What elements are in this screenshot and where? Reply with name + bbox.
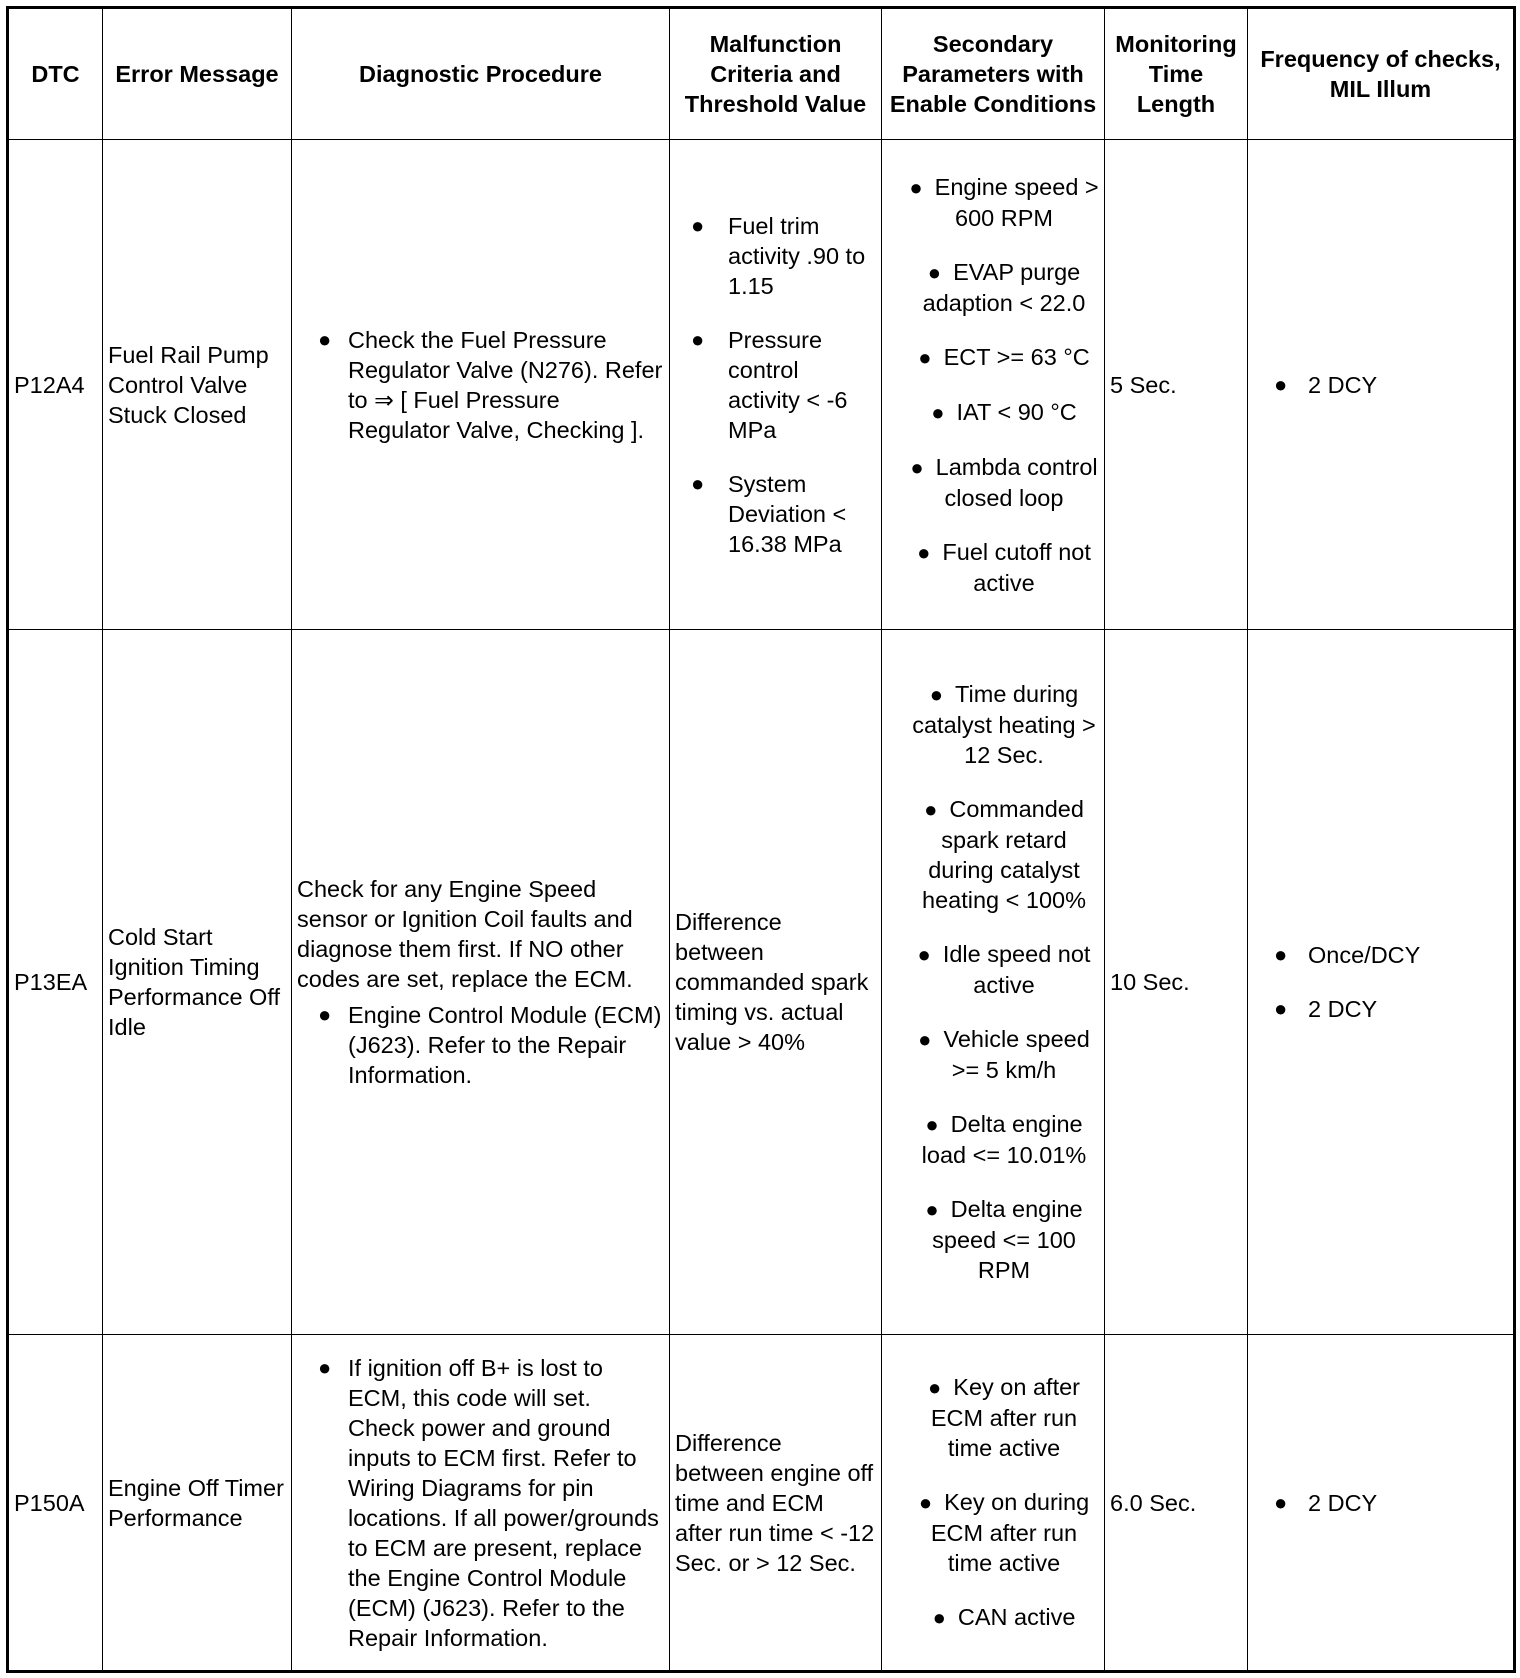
secondary-parameter-item: ● Key on after ECM after run time active	[927, 1374, 1080, 1461]
bullet-icon: ●	[917, 942, 931, 967]
bullet-icon: ●	[1274, 942, 1288, 967]
bullet-icon: ●	[1274, 996, 1288, 1021]
secondary-parameter-item: ● Fuel cutoff not active	[917, 538, 1091, 596]
diagnostic-intro: Check for any Engine Speed sensor or Ignition Coil faults and diagnose them first. If NO other codes are set, replace the ECM.	[297, 876, 633, 992]
malfunction-bullet: ● Fuel trim activity .90 to 1.15	[691, 212, 866, 299]
frequency-item: ● Once/DCY	[1274, 942, 1421, 968]
diagnostic-procedure	[292, 630, 670, 1335]
header-row	[8, 8, 1515, 140]
header-secondary-parameters: Secondary Parameters with Enable Conditions	[882, 8, 1105, 140]
error-message: Cold Start Ignition Timing Performance Off Idle	[103, 630, 292, 1335]
frequency	[1248, 140, 1515, 630]
secondary-parameter-item: ● Engine speed > 600 RPM	[909, 173, 1099, 231]
header-error-message: Error Message	[103, 8, 292, 140]
secondary-parameter-item: ● Idle speed not active	[917, 941, 1091, 998]
malfunction-criteria: Difference between engine off time and ECM after run time < -12 Sec. or > 12 Sec.	[670, 1335, 882, 1672]
secondary-parameter-item: ● CAN active	[887, 1602, 1099, 1633]
header-monitoring-time: Monitoring Time Length	[1105, 8, 1248, 140]
bullet-icon: ●	[910, 454, 924, 480]
error-message: Engine Off Timer Performance	[103, 1335, 292, 1672]
malfunction-criteria	[670, 140, 882, 630]
diagnostic-bullet: ● If ignition off B+ is lost to ECM, this code will set. Check power and ground inputs to ECM first. Refer to Wiring Diagrams for pin locations. If all power/grounds to ECM are present, replace the Engine Control Module (ECM) (J623). Refer to the Repair Information.	[318, 1354, 659, 1651]
bullet-icon: ●	[918, 344, 932, 370]
malfunction-bullet: ● System Deviation < 16.38 MPa	[691, 470, 847, 557]
bullet-icon: ●	[1274, 371, 1288, 397]
bullet-icon: ●	[927, 259, 942, 285]
dtc-table	[6, 6, 1516, 1673]
secondary-parameter-item: ● Time during catalyst heating > 12 Sec.	[912, 681, 1096, 768]
bullet-icon: ●	[318, 1002, 332, 1027]
error-message: Fuel Rail Pump Control Valve Stuck Closed	[103, 140, 292, 630]
secondary-parameter-item: ● ECT >= 63 °C	[887, 342, 1099, 373]
bullet-icon: ●	[909, 174, 923, 200]
table-row	[8, 630, 1515, 1335]
frequency	[1248, 1335, 1515, 1672]
monitoring-time: 6.0 Sec.	[1105, 1335, 1248, 1672]
secondary-parameter-item: ● EVAP purge adaption < 22.0	[922, 258, 1086, 316]
secondary-parameter-item: ● Delta engine speed <= 100 RPM	[925, 1196, 1083, 1283]
header-diagnostic-procedure: Diagnostic Procedure	[292, 8, 670, 140]
malfunction-bullet: ● Pressure control activity < -6 MPa	[691, 326, 848, 443]
secondary-parameter-item: ● Delta engine load <= 10.01%	[921, 1111, 1087, 1168]
frequency-item: ● 2 DCY	[1274, 371, 1378, 398]
secondary-parameters	[882, 140, 1105, 630]
bullet-icon: ●	[918, 1027, 932, 1052]
frequency-item: ● 2 DCY	[1274, 1489, 1378, 1516]
dtc-code: P12A4	[8, 140, 103, 630]
header-frequency: Frequency of checks, MIL Illum	[1248, 8, 1515, 140]
bullet-icon: ●	[917, 539, 931, 565]
table-row	[8, 1335, 1515, 1672]
frequency-item: ● 2 DCY	[1274, 996, 1378, 1022]
diagnostic-procedure	[292, 140, 670, 630]
secondary-parameter-item: ● Vehicle speed >= 5 km/h	[918, 1026, 1090, 1083]
bullet-icon: ●	[318, 1354, 332, 1380]
bullet-icon: ●	[927, 1375, 942, 1400]
bullet-icon: ●	[931, 399, 945, 425]
monitoring-time: 10 Sec.	[1105, 630, 1248, 1335]
bullet-icon: ●	[1274, 1489, 1288, 1515]
bullet-icon: ●	[691, 212, 705, 238]
diagnostic-procedure	[292, 1335, 670, 1672]
secondary-parameters	[882, 1335, 1105, 1672]
bullet-icon: ●	[691, 470, 705, 496]
diagnostic-bullet: ● Engine Control Module (ECM) (J623). Refer to the Repair Information.	[318, 1002, 662, 1088]
bullet-icon: ●	[918, 1490, 933, 1515]
secondary-parameter-item: ● Commanded spark retard during catalyst heating < 100%	[922, 796, 1086, 913]
header-malfunction-criteria: Malfunction Criteria and Threshold Value	[670, 8, 882, 140]
secondary-parameter-item: ● IAT < 90 °C	[887, 397, 1099, 428]
bullet-icon: ●	[924, 797, 938, 822]
malfunction-criteria: Difference between commanded spark timing vs. actual value > 40%	[670, 630, 882, 1335]
table-row	[8, 140, 1515, 630]
diagnostic-bullet: ● Check the Fuel Pressure Regulator Valve (N276). Refer to ⇒ [ Fuel Pressure Regulator Valve, Checking ].	[318, 326, 663, 443]
frequency	[1248, 630, 1515, 1335]
bullet-icon: ●	[925, 1112, 939, 1137]
dtc-code: P13EA	[8, 630, 103, 1335]
monitoring-time: 5 Sec.	[1105, 140, 1248, 630]
dtc-code: P150A	[8, 1335, 103, 1672]
bullet-icon: ●	[925, 1197, 939, 1222]
bullet-icon: ●	[929, 682, 944, 707]
bullet-icon: ●	[691, 326, 705, 352]
secondary-parameters	[882, 630, 1105, 1335]
bullet-icon: ●	[932, 1605, 946, 1630]
bullet-icon: ●	[318, 326, 332, 352]
header-dtc: DTC	[8, 8, 103, 140]
secondary-parameter-item: ● Lambda control closed loop	[910, 453, 1098, 511]
secondary-parameter-item: ● Key on during ECM after run time active	[918, 1489, 1090, 1576]
